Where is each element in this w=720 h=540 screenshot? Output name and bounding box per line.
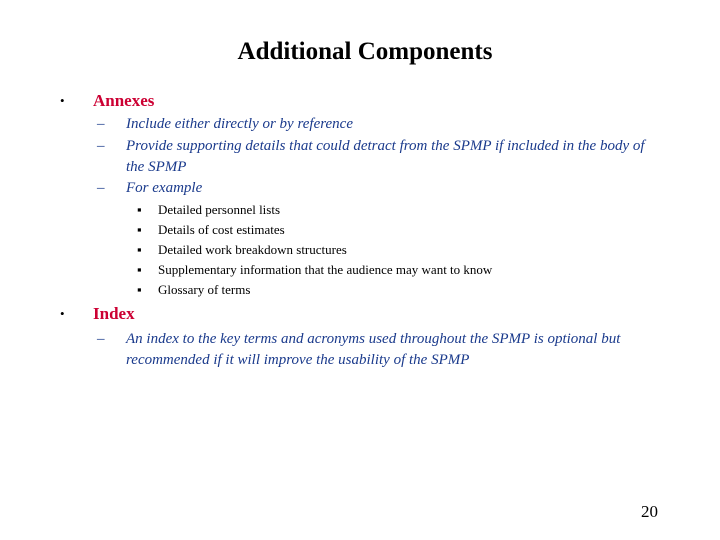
square-bullet-icon: ▪ (137, 242, 142, 257)
square-bullet-icon: ▪ (137, 222, 142, 237)
annexes-point-text: Provide supporting details that could detract from the SPMP if included in the body of the SPMP (126, 138, 645, 175)
annexes-point (97, 178, 657, 199)
annexes-point (97, 114, 657, 135)
square-bullet-icon: ▪ (137, 262, 142, 277)
page-number: 20 (641, 502, 658, 521)
example-text: Detailed work breakdown structures (158, 242, 347, 257)
square-bullet-icon: ▪ (137, 202, 142, 217)
index-point-text: An index to the key terms and acronyms used throughout the SPMP is optional but recommended if it will improve the usability of the SPMP (126, 331, 621, 368)
dash-icon: – (97, 116, 105, 132)
slide-title: Additional Components (237, 38, 493, 65)
annexes-label: Annexes (93, 91, 155, 110)
bullet-icon: • (60, 93, 65, 108)
example-text: Detailed personnel lists (158, 202, 281, 217)
example-text: Glossary of terms (158, 282, 251, 297)
example-text: Details of cost estimates (158, 222, 285, 237)
bullet-icon: • (60, 306, 65, 321)
index-point (97, 329, 657, 371)
annexes-point-text: Include either directly or by reference (126, 116, 353, 132)
example-text: Supplementary information that the audience may want to know (158, 262, 493, 277)
annexes-point-text: For example (126, 180, 203, 196)
dash-icon: – (97, 180, 105, 196)
dash-icon: – (97, 138, 105, 154)
dash-icon: – (97, 331, 105, 347)
index-label: Index (93, 304, 135, 323)
annexes-point (97, 136, 657, 178)
square-bullet-icon: ▪ (137, 282, 142, 297)
